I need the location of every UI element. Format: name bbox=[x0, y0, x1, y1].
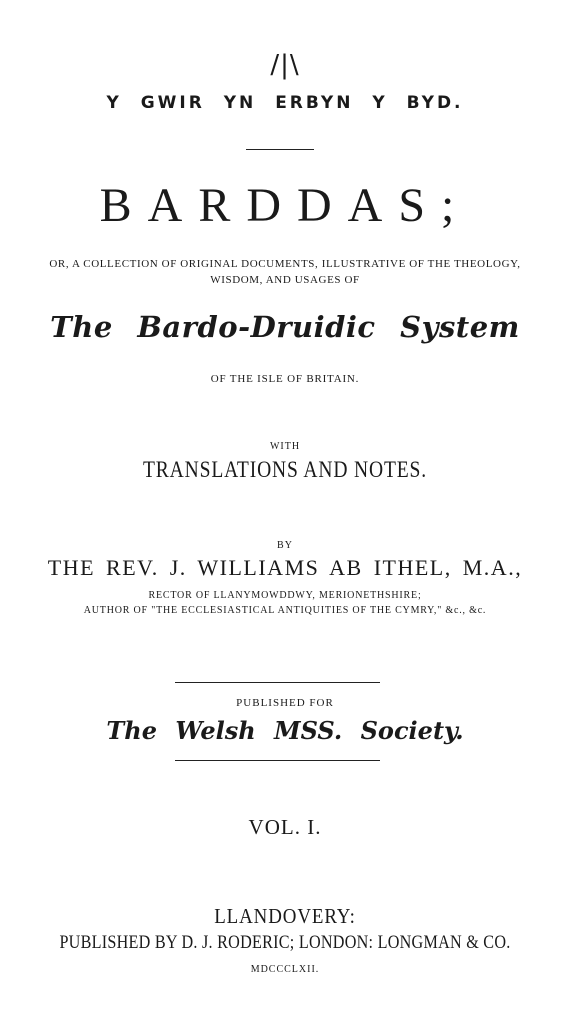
publication-year: MDCCCLXII. bbox=[250, 964, 320, 975]
subtitle-line-1: OR, A COLLECTION OF ORIGINAL DOCUMENTS, ILLUSTRATIVE OF THE THEOLOGY, bbox=[49, 258, 521, 270]
author-rector-line: RECTOR OF LLANYMOWDDWY, MERIONETHSHIRE; bbox=[148, 590, 422, 601]
divider-upper bbox=[175, 682, 380, 683]
divider-top bbox=[246, 149, 314, 150]
motto: Y GWIR YN ERBYN Y BYD. bbox=[106, 93, 464, 113]
divider-lower bbox=[175, 760, 380, 761]
system-title: The Bardo-Druidic System bbox=[50, 310, 520, 344]
author-works-line: AUTHOR OF "THE ECCLESIASTICAL ANTIQUITIES OF THE CYMRY," &c., &c. bbox=[83, 605, 487, 616]
publication-place: LLANDOVERY: bbox=[214, 904, 356, 928]
published-for-label: PUBLISHED FOR bbox=[236, 697, 334, 709]
society-name: The Welsh MSS. Society. bbox=[106, 716, 464, 745]
publisher-line: PUBLISHED BY D. J. RODERIC; LONDON: LONGMAN & CO. bbox=[59, 932, 511, 953]
isle-line: OF THE ISLE OF BRITAIN. bbox=[210, 373, 360, 385]
awen-symbol: /|\ bbox=[270, 50, 300, 80]
volume-label: VOL. I. bbox=[248, 815, 322, 839]
subtitle-line-2: WISDOM, AND USAGES OF bbox=[210, 274, 360, 286]
author-name: THE REV. J. WILLIAMS AB ITHEL, M.A., bbox=[47, 555, 523, 580]
page-title: BARDDAS; bbox=[99, 179, 471, 232]
translations-line: TRANSLATIONS AND NOTES. bbox=[142, 457, 428, 482]
by-label: BY bbox=[277, 540, 293, 551]
with-label: WITH bbox=[269, 441, 301, 452]
